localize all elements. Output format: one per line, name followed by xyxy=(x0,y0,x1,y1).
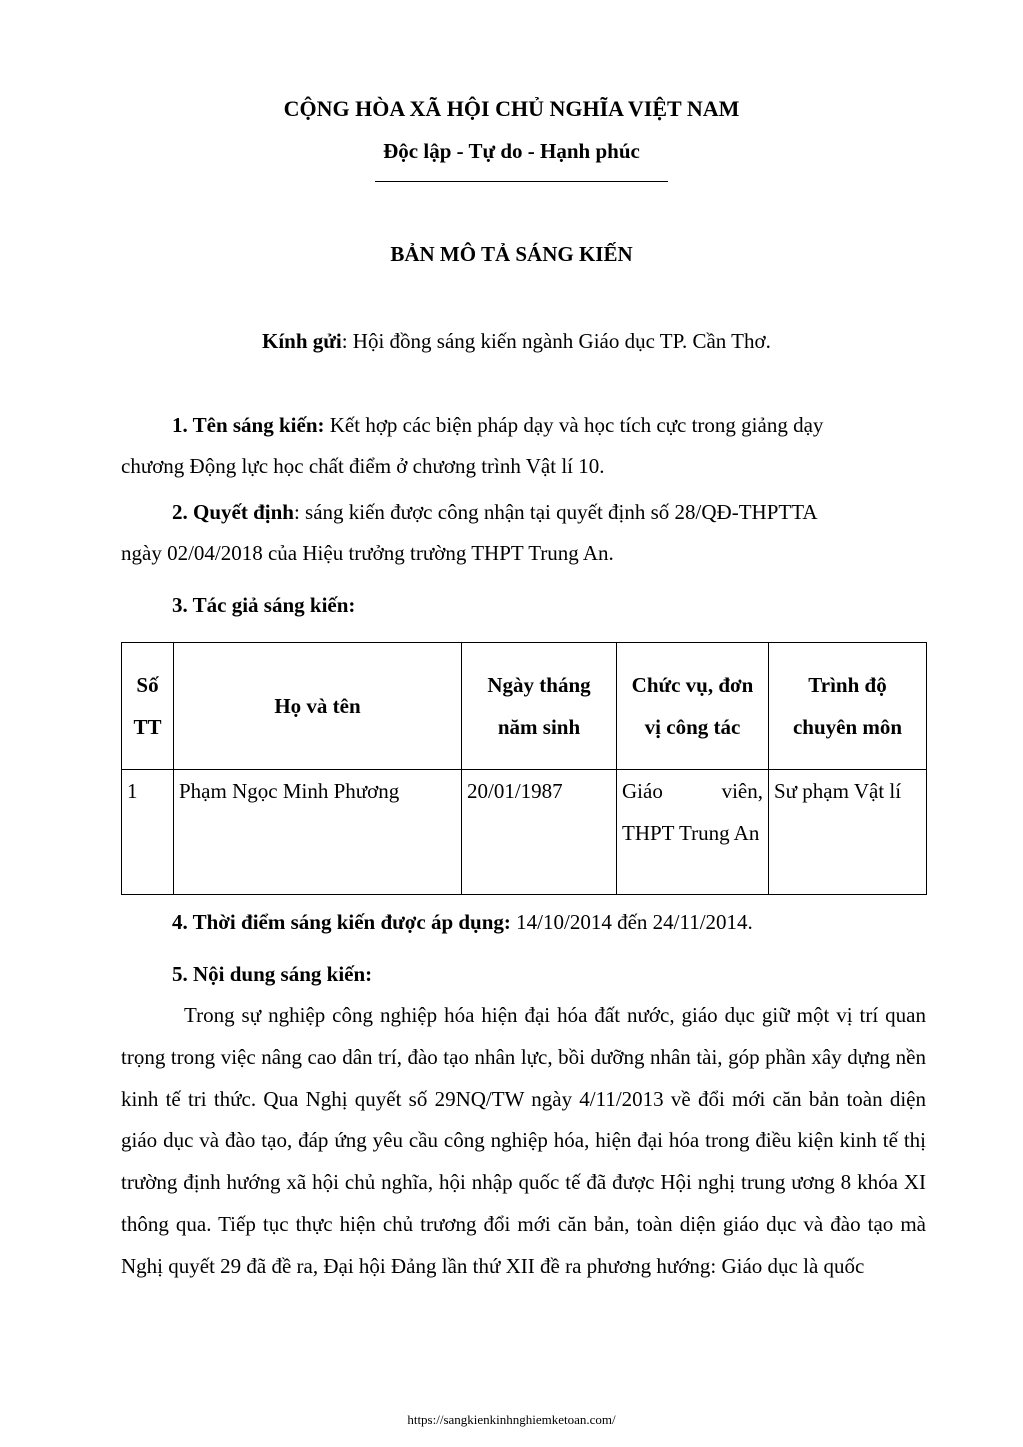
addressee-text: : Hội đồng sáng kiến ngành Giáo dục TP. Cần Thơ. xyxy=(341,329,771,353)
cell-dob: 20/01/1987 xyxy=(462,770,617,895)
cell-stt: 1 xyxy=(122,770,174,895)
section-1-text: Kết hợp các biện pháp dạy và học tích cực trong giảng dạy xyxy=(324,413,824,437)
cell-name: Phạm Ngọc Minh Phương xyxy=(174,770,462,895)
section-2-label: 2. Quyết định xyxy=(172,500,294,524)
header-dob: Ngày tháng năm sinh xyxy=(462,643,617,770)
national-motto: Độc lập - Tự do - Hạnh phúc xyxy=(383,139,640,163)
table-header-row xyxy=(122,643,927,770)
body-paragraph: Trong sự nghiệp công nghiệp hóa hiện đại hóa đất nước, giáo dục giữ một vị trí quan trọng trong việc nâng cao dân trí, đào tạo nhân lực, bồi dưỡng nhân tài, góp phần xây dựng nền kinh tế tri thức. Qua Nghị quyết số 29NQ/TW ngày 4/11/2013 về đổi mới căn bản toàn diện giáo dục và đào tạo, đáp ứng yêu cầu công nghiệp hóa, hiện đại hóa trong điều kiện kinh tế thị trường định hướng xã hội chủ nghĩa, hội nhập quốc tế đã được Hội nghị trung ương 8 khóa XI thông qua. Tiếp tục thực hiện chủ trương đổi mới căn bản, toàn diện giáo dục và đào tạo mà Nghị quyết 29 đã đề ra, Đại hội Đảng lần thứ XII đề ra phương hướng: Giáo dục là quốc xyxy=(121,1003,926,1278)
authors-table xyxy=(121,642,927,895)
section-1-line-2: chương Động lực học chất điểm ở chương trình Vật lí 10. xyxy=(121,454,605,478)
section-2-line-2: ngày 02/04/2018 của Hiệu trưởng trường THPT Trung An. xyxy=(121,541,614,565)
header-degree: Trình độ chuyên môn xyxy=(769,643,927,770)
addressee-line xyxy=(262,326,771,356)
section-2-line-1 xyxy=(172,497,818,527)
footer-url: https://sangkienkinhnghiemketoan.com/ xyxy=(407,1412,616,1427)
section-3-heading: 3. Tác giả sáng kiến: xyxy=(172,593,356,617)
cell-degree: Sư phạm Vật lí xyxy=(769,770,927,895)
section-1-label: 1. Tên sáng kiến: xyxy=(172,413,325,437)
header-stt: Số TT xyxy=(122,643,174,770)
section-4-line xyxy=(172,907,753,937)
header-position: Chức vụ, đơn vị công tác xyxy=(617,643,769,770)
addressee-label: Kính gửi xyxy=(262,329,342,353)
cell-position: Giáo viên, THPT Trung An xyxy=(617,770,769,895)
national-title: CỘNG HÒA XÃ HỘI CHỦ NGHĨA VIỆT NAM xyxy=(283,96,740,121)
section-4-label: 4. Thời điểm sáng kiến được áp dụng: xyxy=(172,910,511,934)
document-title: BẢN MÔ TẢ SÁNG KIẾN xyxy=(390,242,633,266)
header-name: Họ và tên xyxy=(174,643,462,770)
motto-underline xyxy=(375,181,668,182)
section-5-heading: 5. Nội dung sáng kiến: xyxy=(172,962,373,986)
table-row xyxy=(122,770,927,895)
body-paragraph-block xyxy=(121,995,926,1288)
section-2-text: : sáng kiến được công nhận tại quyết định số 28/QĐ-THPTTA xyxy=(293,500,818,524)
section-4-text: 14/10/2014 đến 24/11/2014. xyxy=(510,910,753,934)
section-1-line-1 xyxy=(172,410,823,440)
